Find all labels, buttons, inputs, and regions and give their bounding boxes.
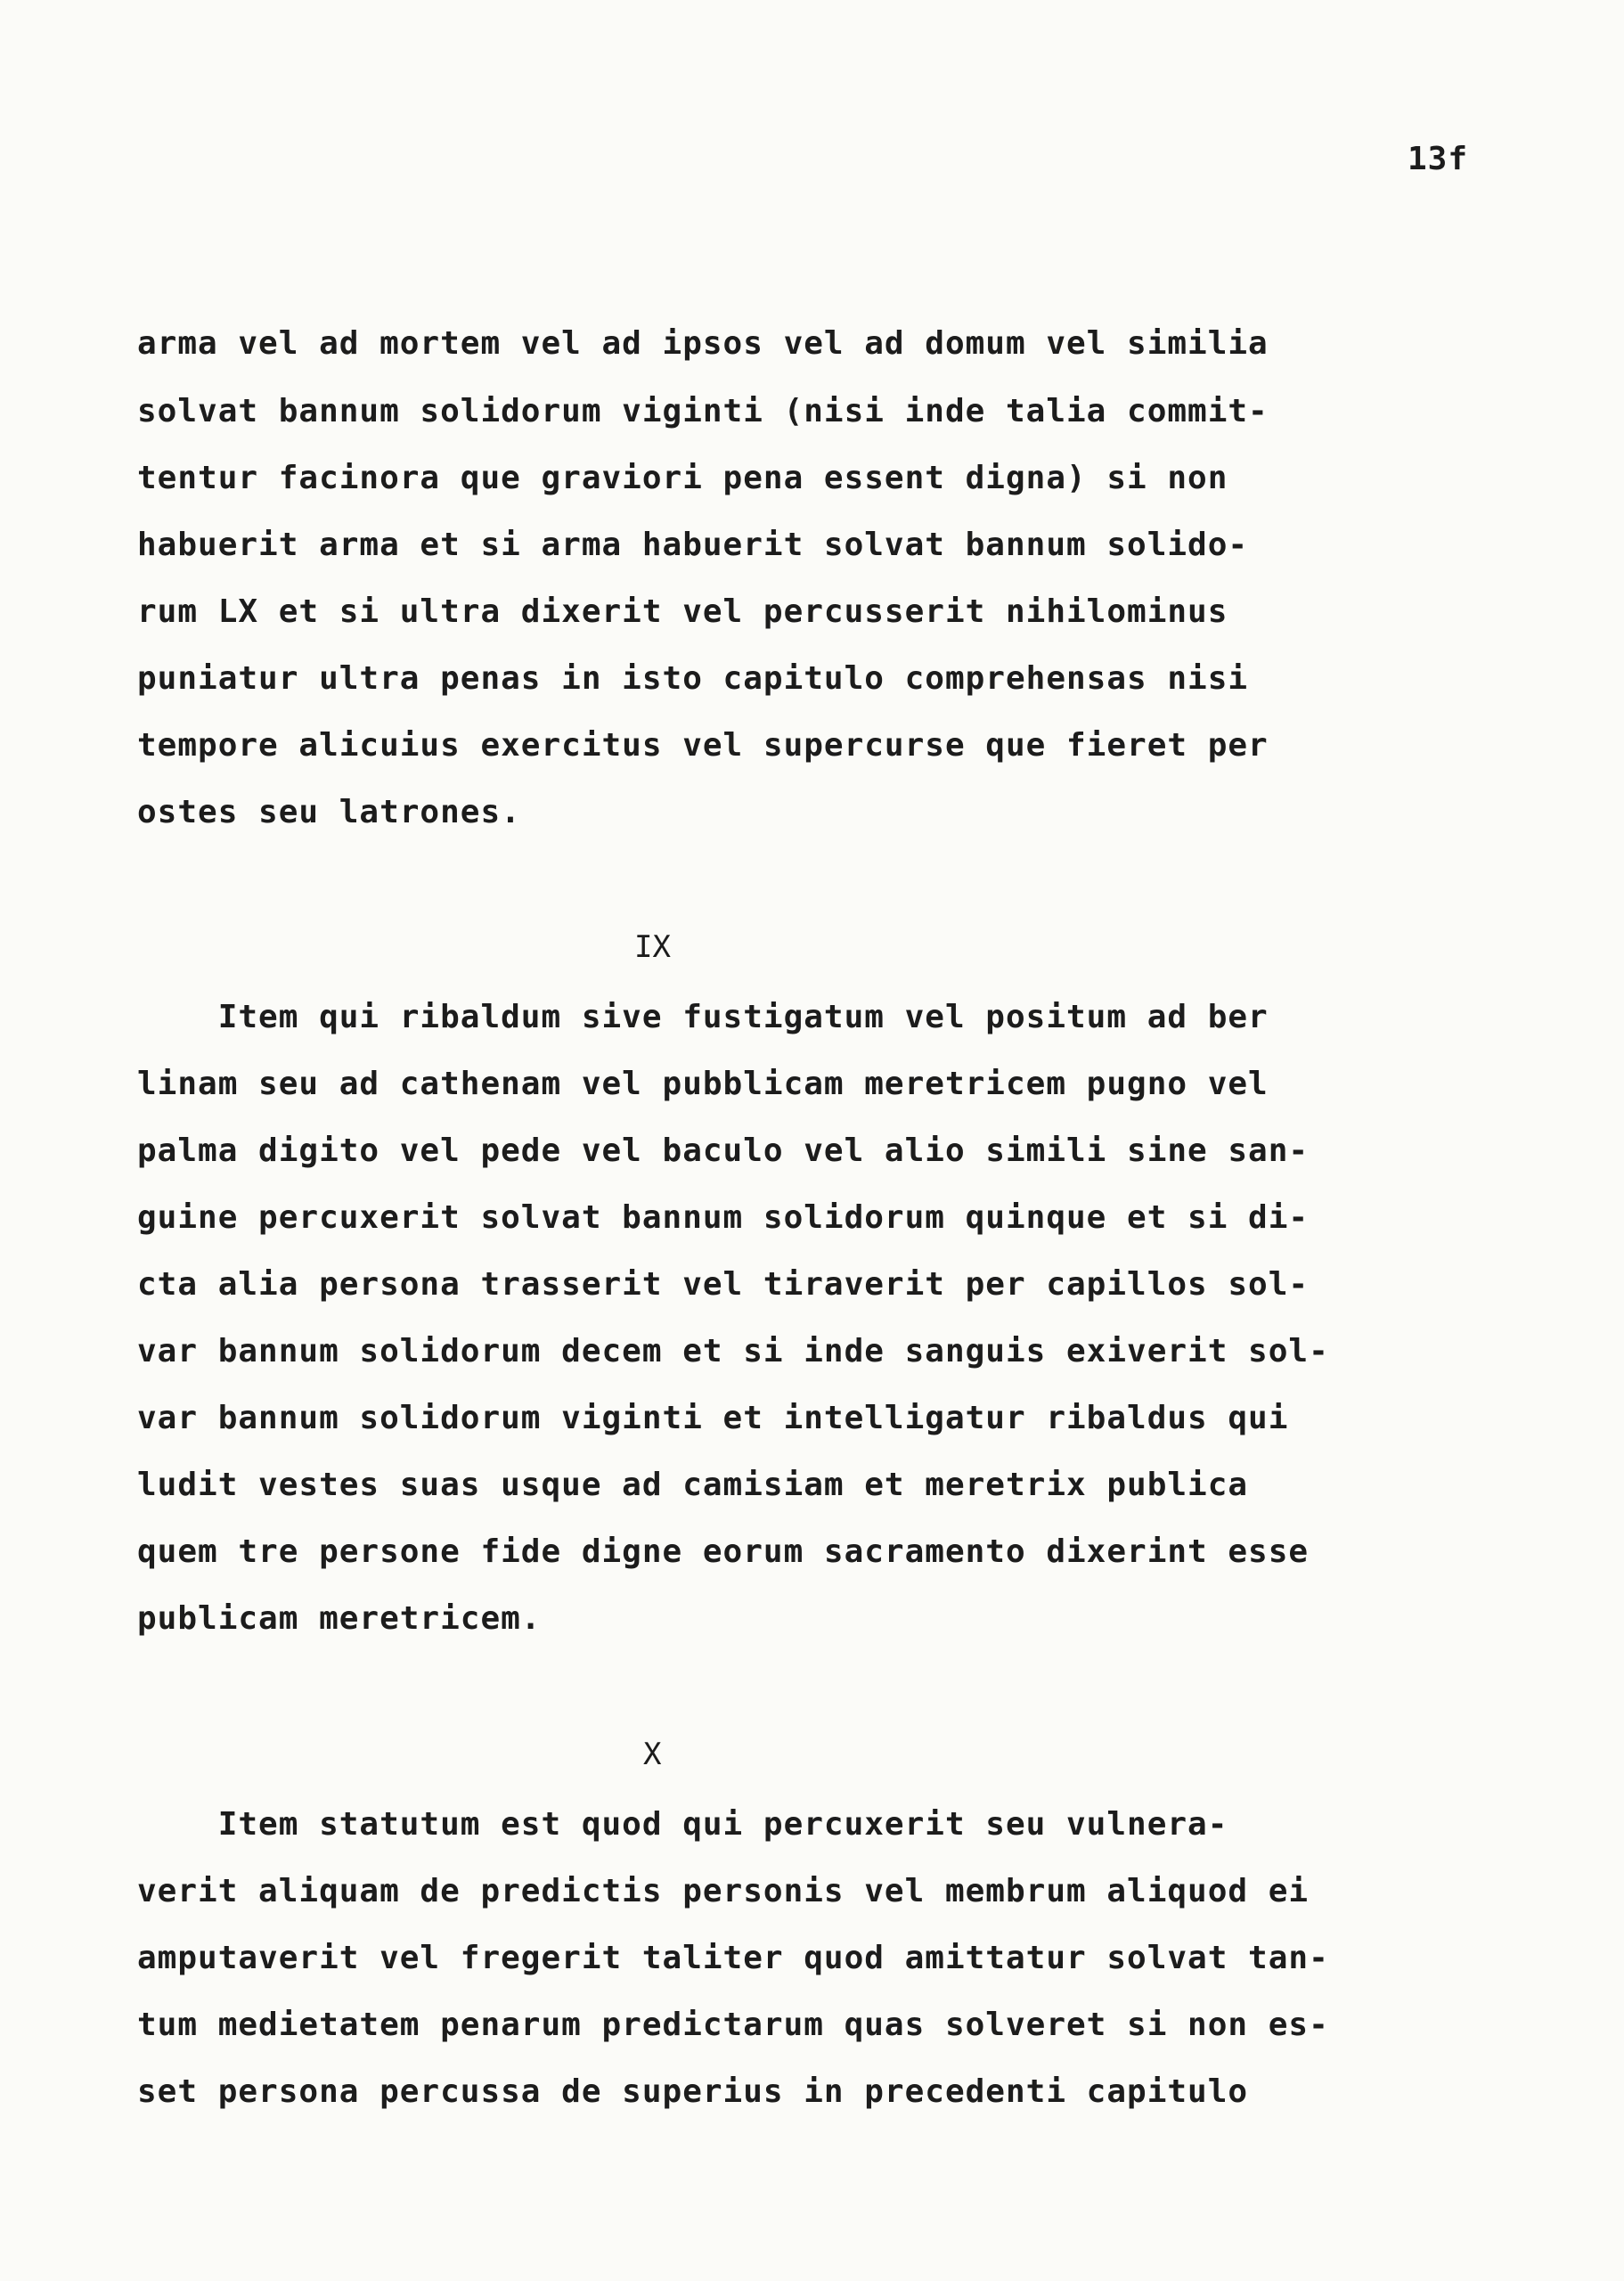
text-line: puniatur ultra penas in isto capitulo comprehensas nisi xyxy=(137,660,1249,697)
text-line: linam seu ad cathenam vel pubblicam meretricem pugno vel xyxy=(137,1066,1269,1102)
text-line: solvat bannum solidorum viginti (nisi inde talia commit- xyxy=(137,393,1269,429)
text-line: var bannum solidorum viginti et intelligatur ribaldus qui xyxy=(137,1400,1289,1436)
text-line: ostes seu latrones. xyxy=(137,794,521,830)
text-line: tum medietatem penarum predictarum quas solveret si non es- xyxy=(137,2007,1329,2043)
section-heading-ix: IX xyxy=(634,929,671,965)
text-line: amputaverit vel fregerit taliter quod amittatur solvat tan- xyxy=(137,1940,1329,1976)
text-line: rum LX et si ultra dixerit vel percusserit nihilominus xyxy=(137,593,1228,630)
text-line: quem tre persone fide digne eorum sacramento dixerint esse xyxy=(137,1533,1310,1570)
text-line: habuerit arma et si arma habuerit solvat bannum solido- xyxy=(137,527,1249,563)
text-line: tempore alicuius exercitus vel supercurse que fieret per xyxy=(137,727,1269,764)
text-line: publicam meretricem. xyxy=(137,1600,542,1637)
text-line: set persona percussa de superius in precedenti capitulo xyxy=(137,2073,1249,2110)
text-line: guine percuxerit solvat bannum solidorum quinque et si di- xyxy=(137,1199,1310,1236)
text-line: var bannum solidorum decem et si inde sanguis exiverit sol- xyxy=(137,1333,1329,1369)
text-line: cta alia persona trasserit vel tiraverit per capillos sol- xyxy=(137,1266,1310,1303)
page-number: 13f xyxy=(1408,141,1469,177)
text-line: tentur facinora que graviori pena essent digna) si non xyxy=(137,460,1228,496)
text-line: verit aliquam de predictis personis vel membrum aliquod ei xyxy=(137,1873,1310,1909)
text-line: Item statutum est quod qui percuxerit seu vulnera- xyxy=(137,1806,1228,1843)
text-line: ludit vestes suas usque ad camisiam et meretrix publica xyxy=(137,1467,1249,1503)
text-line: Item qui ribaldum sive fustigatum vel positum ad ber xyxy=(137,999,1269,1035)
text-line: arma vel ad mortem vel ad ipsos vel ad domum vel similia xyxy=(137,325,1269,362)
section-heading-x: X xyxy=(643,1737,662,1772)
text-line: palma digito vel pede vel baculo vel alio simili sine san- xyxy=(137,1132,1310,1169)
